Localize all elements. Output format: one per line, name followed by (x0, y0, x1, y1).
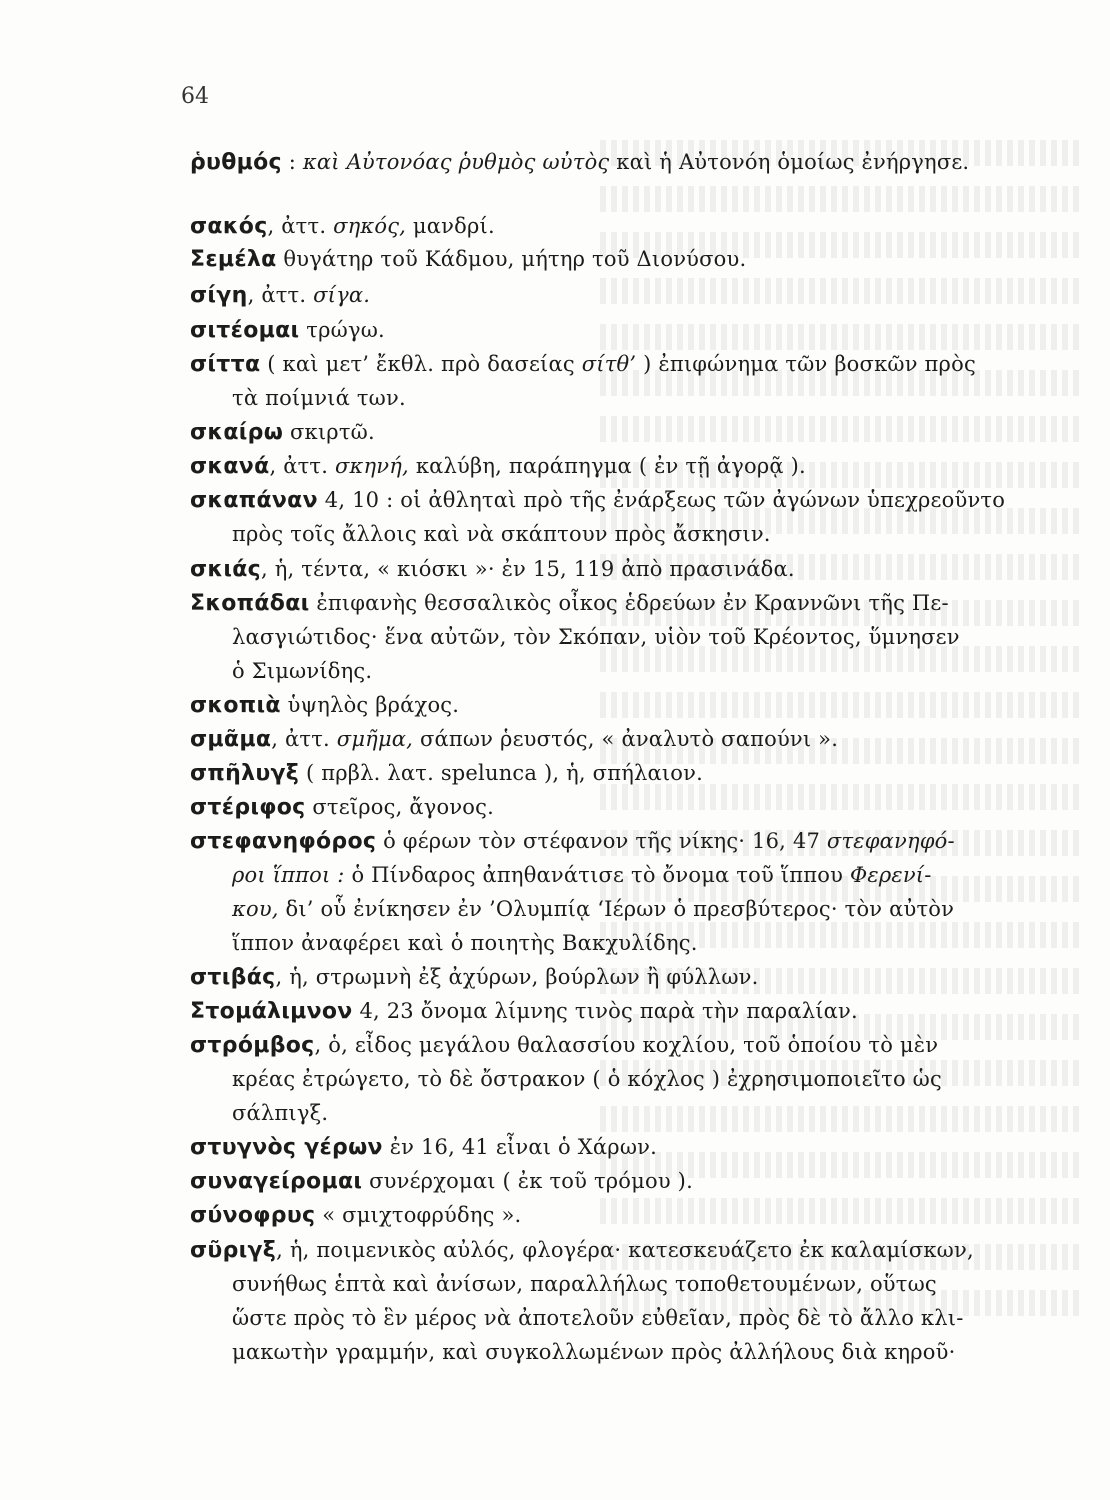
page-number: 64 (181, 84, 209, 109)
entry-sitta-line-2: τὰ ποίμνιά των. (232, 386, 406, 410)
entry-syrinx-line-3: ὥστε πρὸς τὸ ἓν μέρος νὰ ἀποτελοῦν εὐθεῖαν, πρὸς δὲ τὸ ἄλλο κλι- (232, 1306, 964, 1330)
entry-skopadai-line-3: ὁ Σιμωνίδης. (232, 659, 373, 683)
headword: Στομάλιμνον (190, 999, 353, 1024)
headword: στυγνὸς γέρων (190, 1135, 383, 1160)
headword: σμᾶμα (190, 727, 272, 752)
entry-skapanan-line-1: σκαπάναν 4, 10 : οἱ ἀθληταὶ πρὸ τῆς ἐνάρξεως τῶν ἀγώνων ὑπεχρεοῦντο (190, 488, 1006, 513)
headword: συναγείρομαι (190, 1169, 363, 1194)
entry-skapanan-line-2: πρὸς τοῖς ἄλλοις καὶ νὰ σκάπτουν πρὸς ἄσκησιν. (232, 522, 771, 546)
entry-stephanephoros-line-1: στεφανηφόρος ὁ φέρων τὸν στέφανον τῆς νίκης· 16, 47 στεφανηφό- (190, 829, 955, 854)
headword: σῦριγξ (190, 1238, 277, 1263)
headword: Σεμέλα (190, 247, 277, 272)
headword: ῥυθμός (190, 150, 282, 175)
entry-syrinx-line-4: μακωτὴν γραμμήν, καὶ συγκολλωμένων πρὸς ἀλλήλους διὰ κηροῦ· (232, 1340, 956, 1364)
entry-semela: Σεμέλα θυγάτηρ τοῦ Κάδμου, μήτηρ τοῦ Διονύσου. (190, 247, 747, 272)
entry-stomalimnon: Στομάλιμνον 4, 23 ὄνομα λίμνης τινὸς παρὰ τὴν παραλίαν. (190, 999, 858, 1024)
entry-skopadai-line-2: λασγιώτιδος· ἕνα αὐτῶν, τὸν Σκόπαν, υἱὸν τοῦ Κρέοντος, ὕμνησεν (232, 625, 960, 649)
headword: στιβάς (190, 965, 276, 990)
headword: σκοπιὰ (190, 693, 281, 718)
headword: σύνοφρυς (190, 1203, 316, 1228)
entry-synophrys: σύνοφρυς « σμιχτοφρύδης ». (190, 1203, 522, 1228)
entry-rhythmos-line-1: ῥυθμός : καὶ Αὐτονόας ῥυθμὸς ωὐτὸς καὶ ἡ Αὐτονόη ὁμοίως ἐνήργησε. (190, 150, 970, 175)
entry-skopia: σκοπιὰ ὑψηλὸς βράχος. (190, 693, 460, 718)
entry-strombos-line-2: κρέας ἐτρώγετο, τὸ δὲ ὄστρακον ( ὁ κόχλος ) ἐχρησιμοποιεῖτο ὡς (232, 1067, 942, 1091)
entry-syrinx-line-2: συνήθως ἑπτὰ καὶ ἀνίσων, παραλλήλως τοποθετουμένων, οὕτως (232, 1272, 937, 1296)
entry-stibas: στιβάς, ἡ, στρωμνὴ ἐξ ἀχύρων, βούρλων ἢ φύλλων. (190, 965, 759, 990)
headword: σκαίρω (190, 420, 284, 445)
entry-sakos: σακός, ἀττ. σηκός, μανδρί. (190, 214, 495, 239)
entry-stephanephoros-line-2: ροι ἵπποι : ὁ Πίνδαρος ἀπηθανάτισε τὸ ὄνομα τοῦ ἵππου Φερενί- (232, 863, 932, 887)
headword: σιτέομαι (190, 318, 300, 343)
entry-stygnos-geron: στυγνὸς γέρων ἐν 16, 41 εἶναι ὁ Χάρων. (190, 1135, 657, 1160)
entry-sitta-line-1: σίττα ( καὶ μετ’ ἔκθλ. πρὸ δασείας σίτθ’ ) ἐπιφώνημα τῶν βοσκῶν πρὸς (190, 352, 976, 377)
headword: στρόμβος (190, 1033, 315, 1058)
entry-skopadai-line-1: Σκοπάδαι ἐπιφανὴς θεσσαλικὸς οἶκος ἑδρεύων ἐν Κραννῶνι τῆς Πε- (190, 591, 949, 616)
headword: στεφανηφόρος (190, 829, 377, 854)
headword: στέριφος (190, 795, 306, 820)
entry-strombos-line-3: σάλπιγξ. (232, 1101, 329, 1125)
entry-spelynx: σπῆλυγξ ( πρβλ. λατ. spelunca ), ἡ, σπήλαιον. (190, 761, 703, 786)
headword: σακός (190, 214, 268, 239)
entry-siteomai: σιτέομαι τρώγω. (190, 318, 385, 343)
headword: Σκοπάδαι (190, 591, 310, 616)
headword: σκανά (190, 454, 270, 479)
entry-skana: σκανά, ἀττ. σκηνή, καλύβη, παράπηγμα ( ἐν τῇ ἀγορᾷ ). (190, 454, 806, 479)
headword: σίττα (190, 352, 261, 377)
entry-stephanephoros-line-4: ἵππον ἀναφέρει καὶ ὁ ποιητὴς Βακχυλίδης. (232, 931, 698, 955)
entry-steriphos: στέριφος στεῖρος, ἄγονος. (190, 795, 494, 820)
entry-stephanephoros-line-3: κου, δι’ οὗ ἐνίκησεν ἐν ’Ολυμπίᾳ ‘Ιέρων ὁ πρεσβύτερος· τὸν αὐτὸν (232, 897, 955, 921)
entry-sige: σίγη, ἀττ. σίγα. (190, 283, 371, 308)
headword: σπῆλυγξ (190, 761, 300, 786)
entry-syrinx-line-1: σῦριγξ, ἡ, ποιμενικὸς αὐλός, φλογέρα· κατεσκευάζετο ἐκ καλαμίσκων, (190, 1238, 974, 1263)
headword: σκιάς (190, 557, 261, 582)
headword: σκαπάναν (190, 488, 318, 513)
entry-skairo: σκαίρω σκιρτῶ. (190, 420, 375, 445)
entry-smama: σμᾶμα, ἀττ. σμῆμα, σάπων ῥευστός, « ἀναλυτὸ σαπούνι ». (190, 727, 839, 752)
entry-skias: σκιάς, ἡ, τέντα, « κιόσκι »· ἐν 15, 119 ἀπὸ πρασινάδα. (190, 557, 795, 582)
entry-strombos-line-1: στρόμβος, ὁ, εἶδος μεγάλου θαλασσίου κοχλίου, τοῦ ὁποίου τὸ μὲν (190, 1033, 939, 1058)
headword: σίγη (190, 283, 248, 308)
entry-synageiromai: συναγείρομαι συνέρχομαι ( ἐκ τοῦ τρόμου ). (190, 1169, 693, 1194)
